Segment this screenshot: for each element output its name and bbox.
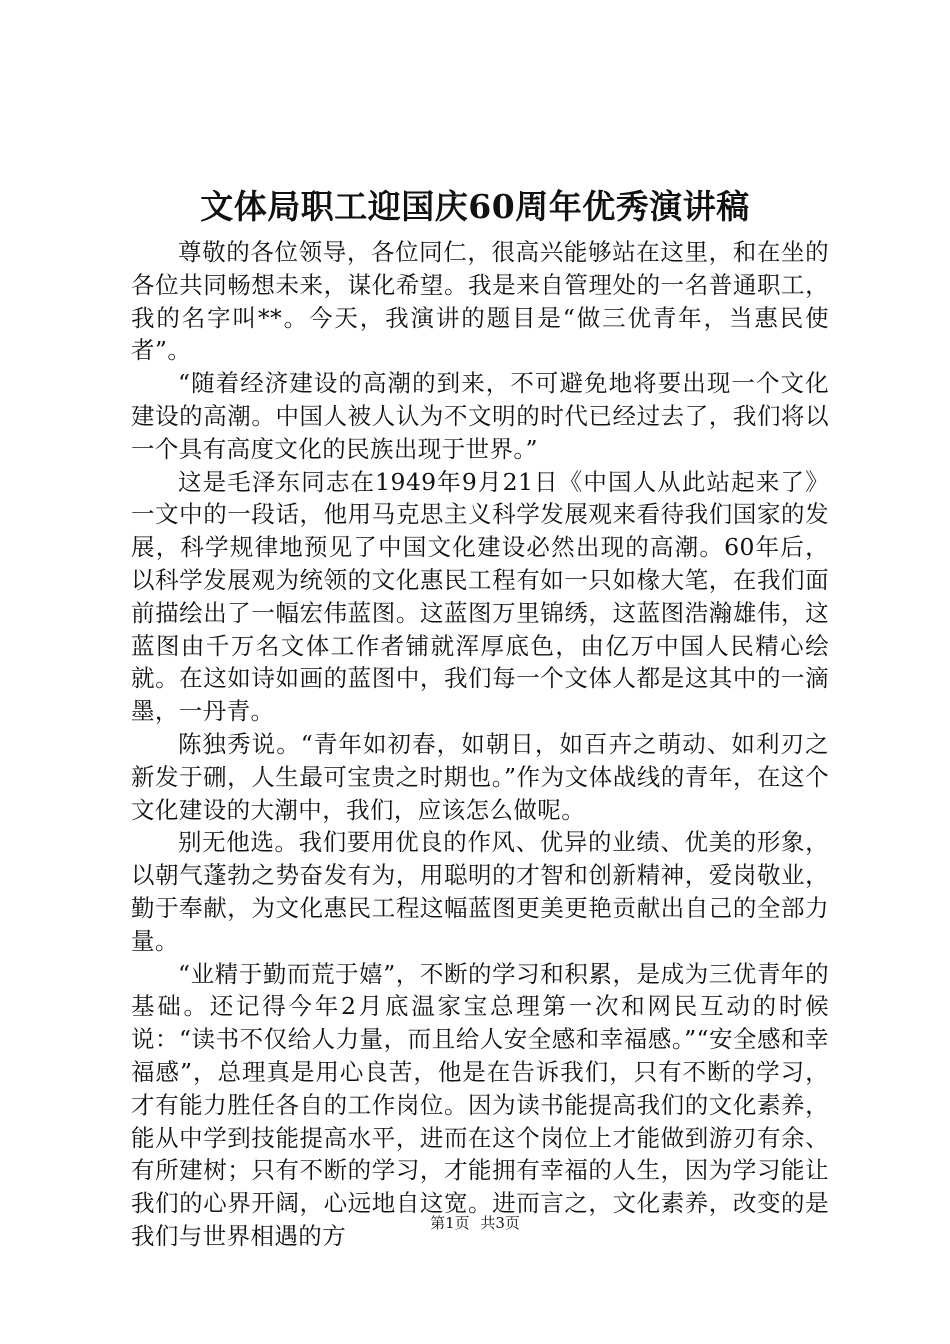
paragraph-5: 别无他选。我们要用优良的作风、优异的业绩、优美的形象，以朝气蓬勃之势奋发有为，用聪明的才智和创新精神，爱岗敬业，勤于奉献，为文化惠民工程这幅蓝图更美更艳贡献出自己的全部力量。 — [131, 828, 829, 955]
paragraph-1: 尊敬的各位领导，各位同仁，很高兴能够站在这里，和在坐的各位共同畅想未来，谋化希望。我是来自管理处的一名普通职工，我的名字叫**。今天，我演讲的题目是“做三优青年，当惠民使者”。 — [131, 238, 829, 365]
paragraph-6: “业精于勤而荒于嬉”，不断的学习和积累，是成为三优青年的基础。还记得今年2月底温家宝总理第一次和网民互动的时候说：“读书不仅给人力量，而且给人安全感和幸福感。”“安全感和幸福感”，总理真是用心良苦，他是在告诉我们，只有不断的学习，才有能力胜任各自的工作岗位。因为读书能提高我们的文化素养，能从中学到技能提高水平，进而在这个岗位上才能做到游刃有余、有所建树；只有不断的学习，才能拥有幸福的人生，因为学习能让我们的心界开阔，心远地自这宽。进而言之，文化素养，改变的是我们与世界相遇的方 — [131, 959, 829, 1250]
document-body — [131, 236, 829, 1253]
page-total: 共3页 — [480, 1214, 520, 1232]
paragraph-3: 这是毛泽东同志在1949年9月21日《中国人从此站起来了》一文中的一段话，他用马克思主义科学发展观来看待我们国家的发展，科学规律地预见了中国文化建设必然出现的高潮。60年后，以科学发展观为统领的文化惠民工程有如一只如椽大笔，在我们面前描绘出了一幅宏伟蓝图。这蓝图万里锦绣，这蓝图浩瀚雄伟，这蓝图由千万名文体工作者铺就浑厚底色，由亿万中国人民精心绘就。在这如诗如画的蓝图中，我们每一个文体人都是这其中的一滴墨，一丹青。 — [131, 467, 829, 726]
document-title: 文体局职工迎国庆60周年优秀演讲稿 — [200, 187, 750, 226]
paragraph-4: 陈独秀说。“青年如初春，如朝日，如百卉之萌动、如利刃之新发于硎，人生最可宝贵之时期也。”作为文体战线的青年，在这个文化建设的大潮中，我们，应该怎么做呢。 — [131, 729, 829, 824]
paragraph-2: “随着经济建设的高潮的到来，不可避免地将要出现一个文化建设的高潮。中国人被人认为不文明的时代已经过去了，我们将以一个具有高度文化的民族出现于世界。” — [131, 369, 829, 463]
page-footer — [0, 1212, 950, 1234]
page-number: 第1页 — [430, 1214, 470, 1232]
